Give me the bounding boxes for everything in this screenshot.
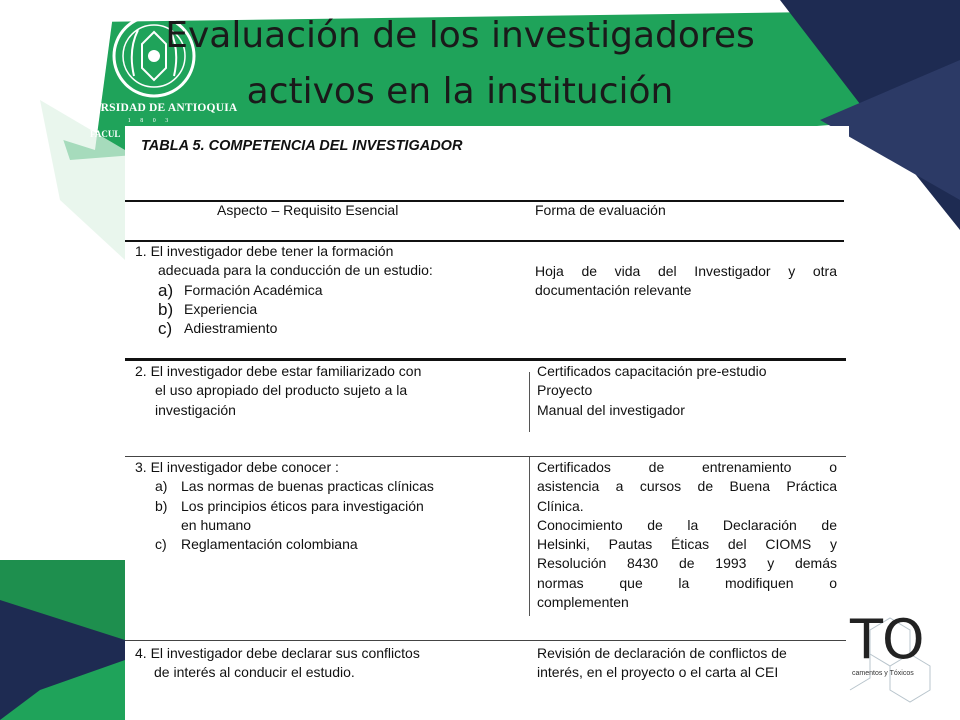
row-2-eval-line: Proyecto xyxy=(537,382,593,399)
row-4-eval-line: interés, en el proyecto o el carta al CEI xyxy=(537,664,779,681)
row-2-evaluation xyxy=(537,362,837,420)
row-2-eval-line: Manual del investigador xyxy=(537,401,685,418)
row-3-item-b-cont: en humano xyxy=(181,516,252,533)
row-1-item-c: c) Adiestramiento xyxy=(158,319,278,339)
row-3-line: 3. El investigador debe conocer : xyxy=(135,459,339,475)
row-1-aspect xyxy=(135,242,490,338)
row-2-line: el uso apropiado del producto sujeto a la xyxy=(155,382,408,399)
row-3-aspect xyxy=(135,458,495,554)
row-3-eval-line: Resolución 8430 de 1993 y demás xyxy=(537,555,837,572)
row-1-eval-line: documentación relevante xyxy=(535,282,692,299)
row-4-line: de interés al conducir el estudio. xyxy=(154,664,355,681)
row-3-eval-line: Clínica. xyxy=(537,497,584,514)
slide-title-line2: activos en la institución xyxy=(246,71,674,112)
row-3-eval-line: complementen xyxy=(537,594,629,611)
column-divider xyxy=(529,372,530,432)
row-1-line: 1. El investigador debe tener la formación xyxy=(135,243,394,259)
row-3-evaluation xyxy=(537,458,837,612)
item-marker: c) xyxy=(155,536,167,553)
row-1-item-b: b) Experiencia xyxy=(158,299,258,319)
university-year: 1 8 0 3 xyxy=(127,118,173,124)
row-3-item-a: a) Las normas de buenas practicas clínicas xyxy=(155,477,495,496)
row-3-eval-line: Helsinki, Pautas Éticas del CIOMS y xyxy=(537,536,837,553)
column-divider xyxy=(529,456,530,616)
item-marker: b) xyxy=(158,299,174,319)
row-3-eval-line: Conocimiento de la Declaración de xyxy=(537,516,837,533)
item-marker: c) xyxy=(158,319,173,339)
row-3-eval-line: asistencia a cursos de Buena Práctica xyxy=(537,478,837,495)
row-4-evaluation xyxy=(537,644,839,683)
header-aspect: Aspecto – Requisito Esencial xyxy=(217,202,399,218)
row-1-line: adecuada para la conducción de un estudio: xyxy=(158,262,433,279)
table-title: TABLA 5. COMPETENCIA DEL INVESTIGADOR xyxy=(141,138,463,154)
item-marker: a) xyxy=(158,280,174,300)
table-rule-row xyxy=(125,456,846,457)
row-4-aspect xyxy=(135,644,495,683)
row-1-item-a: a) Formación Académica xyxy=(158,280,323,300)
header-evaluation: Forma de evaluación xyxy=(535,202,666,218)
row-3-item-c: c) Reglamentación colombiana xyxy=(155,535,495,554)
table-rule-row xyxy=(125,640,846,641)
university-name: UNIVERSIDAD DE ANTIOQUIA xyxy=(62,102,238,114)
row-3-item-b: b) Los principios éticos para investigación xyxy=(155,497,495,516)
row-2-aspect xyxy=(135,362,490,420)
row-1-eval-line: Hoja de vida del Investigador y otra xyxy=(535,263,837,279)
corner-logo-subtitle: camentos y Tóxicos xyxy=(852,670,914,677)
row-3-eval-line: Certificados de entrenamiento o xyxy=(537,459,837,475)
corner-logo: TO xyxy=(850,608,924,671)
faculty-name: FACUL xyxy=(90,129,121,139)
row-2-line: 2. El investigador debe estar familiarizado con xyxy=(135,363,422,379)
item-marker: b) xyxy=(155,497,168,514)
row-2-eval-line: Certificados capacitación pre-estudio xyxy=(537,363,767,379)
row-3-eval-line: normas que la modifiquen o xyxy=(537,574,837,591)
row-2-line: investigación xyxy=(155,401,236,418)
scanned-table xyxy=(125,126,849,694)
slide-title-line1: Evaluación de los investigadores xyxy=(165,15,755,56)
row-4-eval-line: Revisión de declaración de conflictos de xyxy=(537,645,787,661)
slide-title xyxy=(80,8,840,120)
item-marker: a) xyxy=(155,478,168,495)
table-rule-row xyxy=(125,358,846,361)
row-1-evaluation xyxy=(535,262,837,301)
row-4-line: 4. El investigador debe declarar sus conflictos xyxy=(135,645,420,661)
